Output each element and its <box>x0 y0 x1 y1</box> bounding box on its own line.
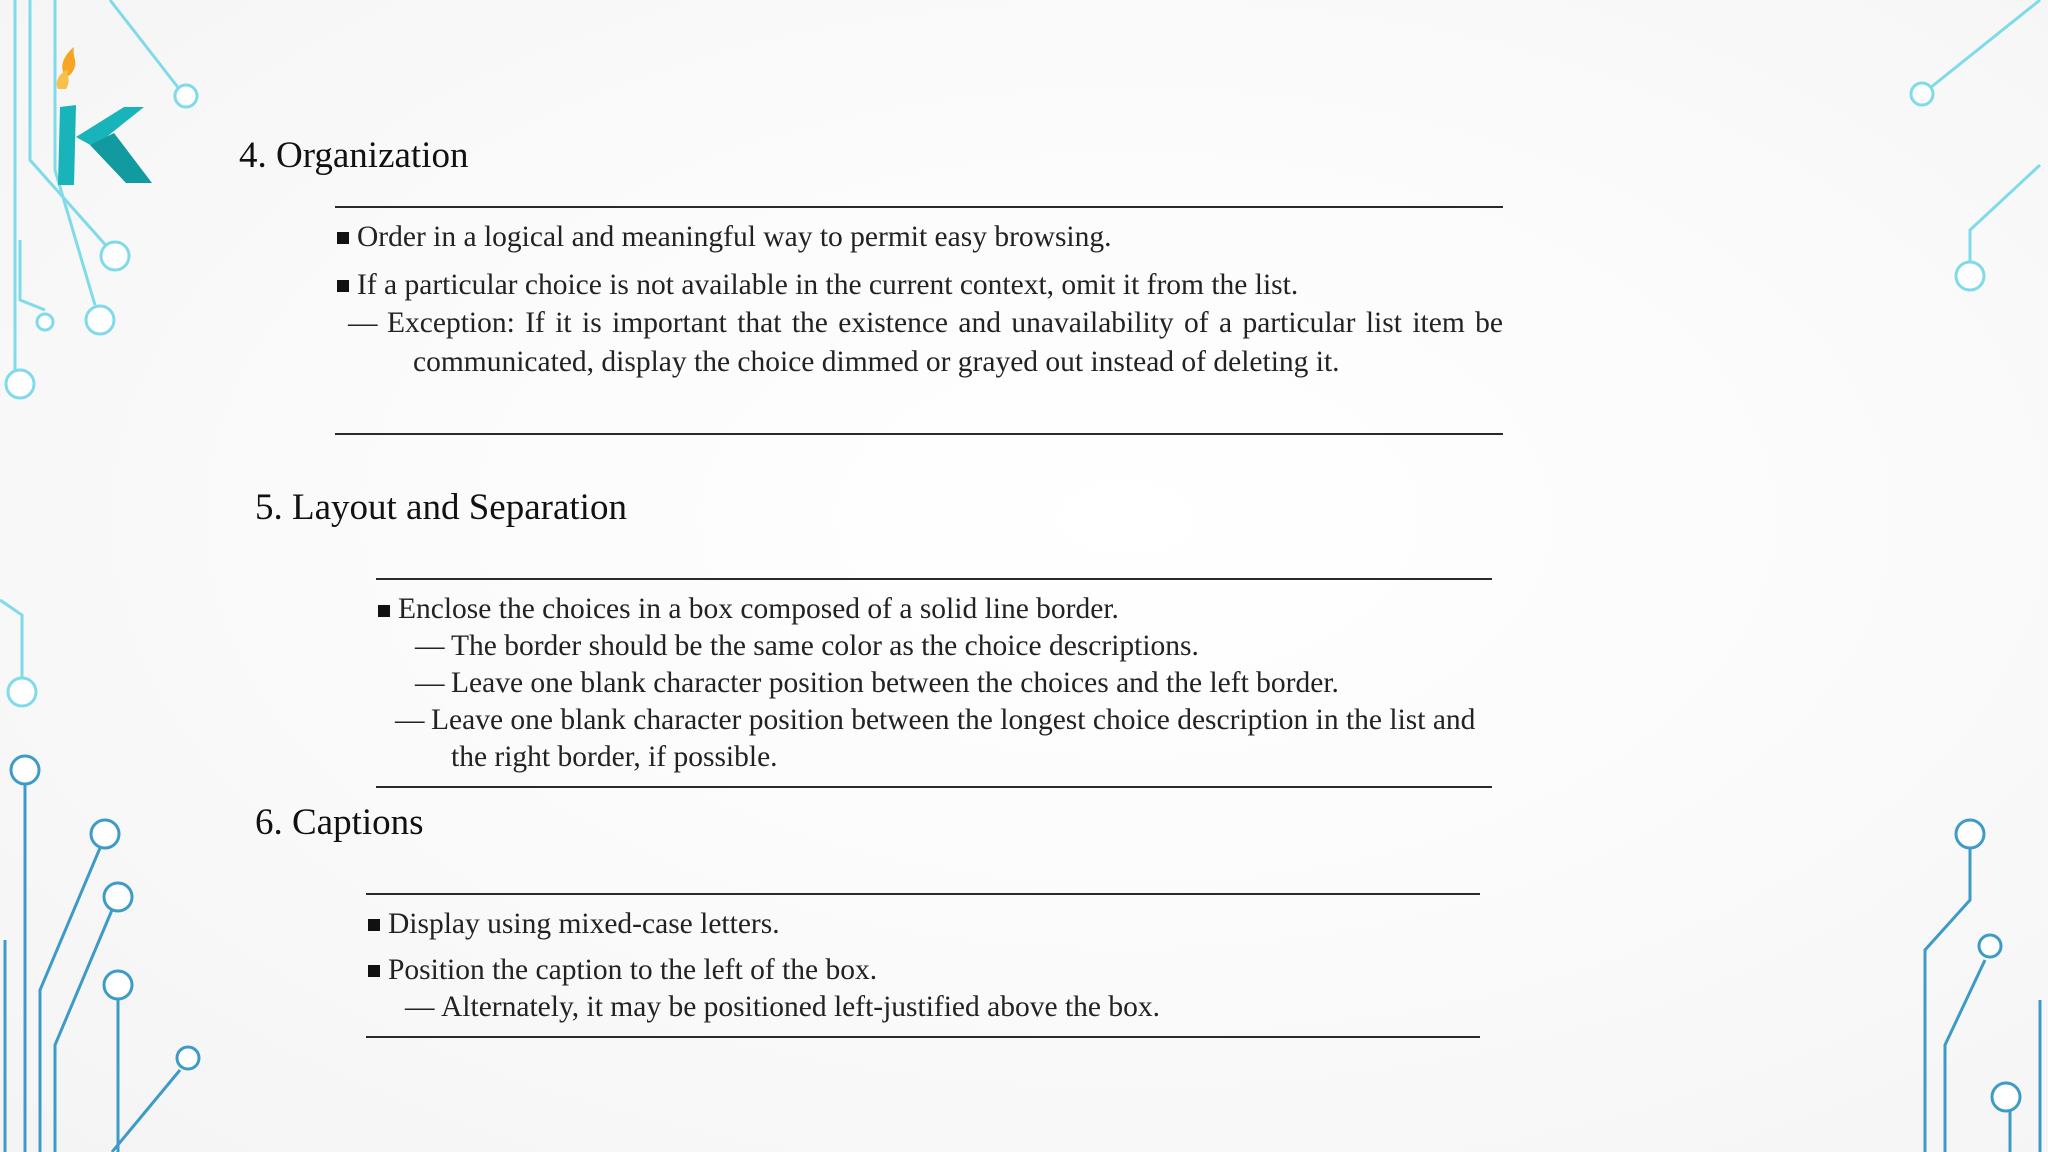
sub-item <box>376 665 1492 702</box>
sub-text: Leave one blank character position between the choices and the left border. <box>451 667 1339 699</box>
captions-box <box>366 893 1480 1038</box>
bullet-item <box>335 266 1503 304</box>
bullet-text: If a particular choice is not available in the current context, omit it from the list. <box>357 269 1299 301</box>
section-number: 4. <box>239 135 267 176</box>
section-title-text: Captions <box>292 802 424 843</box>
sub-text: Leave one blank character position between the longest choice description in the list and the right border, if possible. <box>431 704 1476 773</box>
organization-box <box>335 206 1503 435</box>
sub-text: Alternately, it may be positioned left-justified above the box. <box>441 991 1161 1023</box>
sub-text: Exception: If it is important that the existence and unavailability of a particular list item be communicated, display the choice dimmed or grayed out instead of deleting it. <box>387 307 1503 378</box>
bullet-item <box>366 905 1480 943</box>
section-number: 5. <box>255 487 283 528</box>
bullet-text: Order in a logical and meaningful way to permit easy browsing. <box>357 221 1112 253</box>
section-title-text: Layout and Separation <box>292 487 627 528</box>
section-title-layout <box>255 488 627 528</box>
section-title-text: Organization <box>276 135 469 176</box>
layout-box <box>376 578 1492 788</box>
bullet-item <box>366 951 1480 989</box>
bullet-text: Enclose the choices in a box composed of a solid line border. <box>398 593 1119 625</box>
dash-marker: — <box>415 630 445 662</box>
sub-text: The border should be the same color as the choice descriptions. <box>451 630 1199 662</box>
k-flame-logo-icon <box>52 45 152 190</box>
section-title-organization <box>239 136 468 176</box>
dash-marker: — <box>405 991 435 1023</box>
sub-item <box>376 702 1492 776</box>
bullet-item <box>335 218 1503 256</box>
bullet-text: Position the caption to the left of the box. <box>388 954 878 986</box>
dash-marker: — <box>415 667 445 699</box>
dash-marker: — <box>348 307 378 339</box>
sub-item <box>335 304 1503 382</box>
bullet-text: Display using mixed-case letters. <box>388 908 780 940</box>
section-number: 6. <box>255 802 283 843</box>
sub-item <box>366 989 1480 1026</box>
section-title-captions <box>255 803 424 843</box>
sub-item <box>376 628 1492 665</box>
dash-marker: — <box>395 704 425 736</box>
bullet-item <box>376 591 1492 628</box>
